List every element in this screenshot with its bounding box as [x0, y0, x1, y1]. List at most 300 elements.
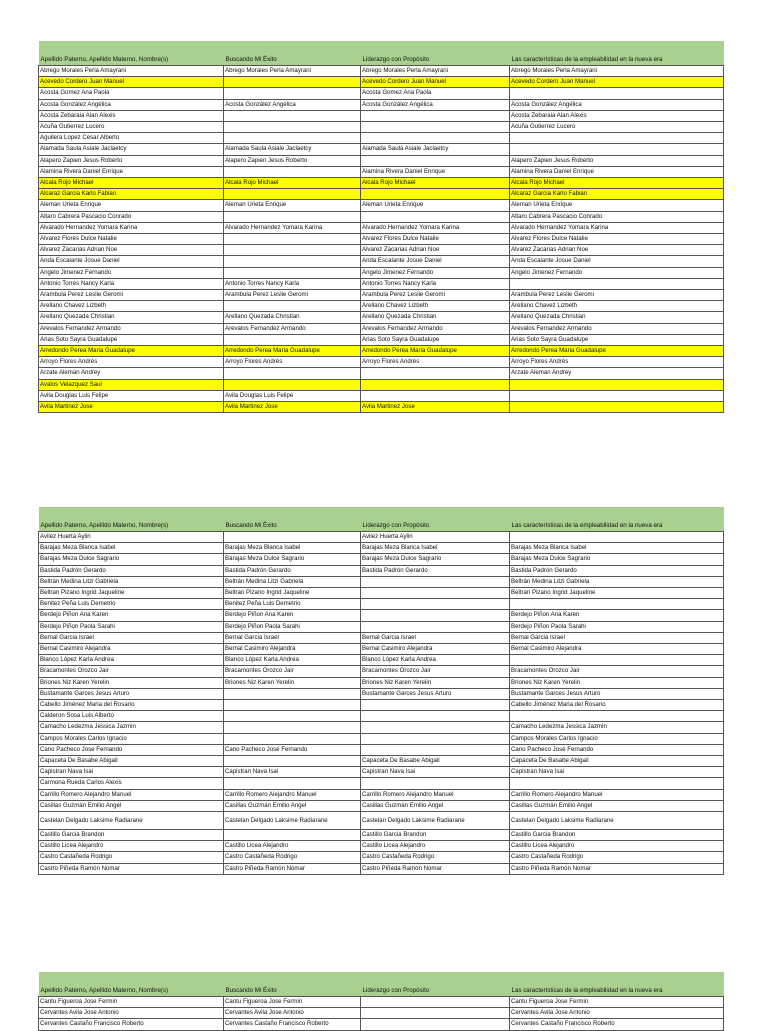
table-cell: Angelo Jimenez Fernando [510, 267, 724, 278]
table-cell: Alamada Saula Asiale Jaclaetcy [224, 144, 361, 155]
table-body [39, 532, 724, 875]
table-cell: Arredondo Perea Maria Guadalupe [510, 346, 724, 357]
table-cell: Angelo Jimenez Fernando [361, 267, 510, 278]
table-row [39, 997, 724, 1008]
table-cell: Arambula Perez Leslie Geromi [39, 290, 224, 301]
table-row [39, 312, 724, 323]
table-cell: Arias Soto Sayra Guadalupe [361, 334, 510, 345]
table-cell: Bracamontes Orozco Jair [510, 666, 724, 677]
table-cell: Acevedo Cordero Juan Manuel [361, 77, 510, 88]
table-cell: Alcala Rojo Michael [510, 178, 724, 189]
table-cell [361, 711, 510, 722]
table-cell: Acevedo Cordero Juan Manuel [39, 77, 224, 88]
table-cell: Capaceta De Basabe Abigail [510, 756, 724, 767]
table-cell [361, 599, 510, 610]
table-row [39, 256, 724, 267]
table-cell: Cervantes Castaño Francisco Roberto [39, 1019, 224, 1030]
table-row [39, 222, 724, 233]
table-cell: Alvarez Flores Dulce Natalie [39, 234, 224, 245]
table-cell: Beltrán Medina Litzi Gabriela [224, 576, 361, 587]
table-cell: Beltrán Medina Litzi Gabriela [510, 576, 724, 587]
header-row [39, 41, 724, 66]
table-cell: Capaceta De Basabe Abigail [361, 756, 510, 767]
table-cell: Berdejo Piñon Ana Karen [39, 610, 224, 621]
table-cell: Camacho Ledezma Jessica Jazmin [39, 722, 224, 733]
table-cell: Alvarez Flores Dulce Natalie [510, 234, 724, 245]
table-cell: Acosta Zebaraia Alan Alexis [39, 110, 224, 121]
header-course-3: Las características de la empleabilidad en la nueva era [510, 972, 724, 997]
table-cell: Avilez Huerta Aylin [39, 532, 224, 543]
attendance-table-3 [38, 972, 724, 1031]
table-cell: Carrillo Romero Alejandro Manuel [224, 789, 361, 800]
table-cell: Alcaraz Garcia Karlo Fabian [39, 189, 224, 200]
table-cell [224, 189, 361, 200]
table-row [39, 666, 724, 677]
table-row [39, 245, 724, 256]
table-cell: Angelo Jimenez Fernando [39, 267, 224, 278]
table-cell [361, 722, 510, 733]
table-cell: Arias Soto Sayra Guadalupe [39, 334, 224, 345]
table-cell: Camacho Ledezma Jessica Jazmin [510, 722, 724, 733]
header-course-1: Buscando Mi Éxito [224, 972, 361, 997]
table-row [39, 532, 724, 543]
table-cell: Abrego Morales Perla Amayrani [361, 66, 510, 77]
table-row [39, 110, 724, 121]
table-row [39, 1008, 724, 1019]
table-cell: Arroyo Flores Andrés [361, 357, 510, 368]
table-row [39, 200, 724, 211]
table-row [39, 655, 724, 666]
table-cell: Castillo Licea Alejandro [39, 841, 224, 852]
attendance-table-2 [38, 507, 724, 875]
table-cell: Anda Escalante Josue Daniel [510, 256, 724, 267]
table-cell: Arias Soto Sayra Guadalupe [510, 334, 724, 345]
table-cell: Acosta González Angélica [39, 99, 224, 110]
table-cell [361, 155, 510, 166]
table-cell: Castelan Delgado Laksime Radiarane [361, 812, 510, 830]
table-row [39, 565, 724, 576]
table-cell: Alamina Rivera Daniel Enrique [510, 166, 724, 177]
table-row [39, 390, 724, 401]
table-cell: Campos Morales Carlos Ignacio [39, 733, 224, 744]
table-cell [361, 379, 510, 390]
table-cell: Arzate Aleman Andrey [510, 368, 724, 379]
table-cell [224, 77, 361, 88]
table-cell: Alvarado Hernandez Yomara Karina [361, 222, 510, 233]
table-cell [510, 711, 724, 722]
table-cell: Acosta Gomez Ana Paola [39, 88, 224, 99]
table-cell: Cervantes Castaño Francisco Roberto [224, 1019, 361, 1030]
table-cell: Bastida Padrón Gerardo [361, 565, 510, 576]
table-row [39, 632, 724, 643]
table-cell: Casillas Guzmán Emilio Angel [510, 800, 724, 811]
table-row [39, 1019, 724, 1030]
table-cell: Arroyo Flores Andrés [510, 357, 724, 368]
table-cell: Carrillo Romero Alejandro Manuel [361, 789, 510, 800]
table-cell: Castro Piñeda Ramón Nomar [361, 863, 510, 874]
table-row [39, 234, 724, 245]
table-cell: Castro Castañeda Rodrigo [361, 852, 510, 863]
table-row [39, 677, 724, 688]
table-cell: Briones Niz Karen Yerelin [510, 677, 724, 688]
table-cell [510, 379, 724, 390]
table-cell: Benitez Peña Luis Demetrio [224, 599, 361, 610]
table-cell: Acosta Gomez Ana Paola [361, 88, 510, 99]
table-cell: Blanco López Karla Andrea [361, 655, 510, 666]
table-cell [224, 211, 361, 222]
table-cell: Carrillo Romero Alejandro Manuel [510, 789, 724, 800]
table-row [39, 402, 724, 413]
table-cell: Beltran Pizano Ingrid Jaqueline [224, 588, 361, 599]
table-row [39, 778, 724, 789]
table-row [39, 576, 724, 587]
table-cell: Alvarez Flores Dulce Natalie [361, 234, 510, 245]
header-name: Apellido Paterno, Apellido Materno, Nombre(s) [39, 41, 224, 66]
table-row [39, 334, 724, 345]
table-cell: Casillas Guzmán Emilio Angel [39, 800, 224, 811]
table-cell: Alamada Saula Asiale Jaclaetcy [361, 144, 510, 155]
table-cell [224, 267, 361, 278]
table-cell [224, 334, 361, 345]
table-cell: Castro Castañeda Rodrigo [510, 852, 724, 863]
table-cell: Alvarado Hernandez Yomara Karina [224, 222, 361, 233]
table-cell [361, 744, 510, 755]
table-cell [224, 234, 361, 245]
table-cell [224, 830, 361, 841]
table-cell: Cano Pacheco José Fernando [224, 744, 361, 755]
table-cell: Arellano Quezada Christian [510, 312, 724, 323]
table-row [39, 88, 724, 99]
table-cell: Calderon Sosa Luis Alberto [39, 711, 224, 722]
table-row [39, 301, 724, 312]
table-cell: Alvarado Hernandez Yomara Karina [39, 222, 224, 233]
table-cell: Castelan Delgado Laksime Radiarane [224, 812, 361, 830]
table-cell: Beltrán Medina Litzi Gabriela [39, 576, 224, 587]
table-row [39, 77, 724, 88]
table-cell: Avila Martinez Jose [361, 402, 510, 413]
table-cell: Alcaraz Garcia Karlo Fabian [510, 189, 724, 200]
table-cell [510, 88, 724, 99]
table-cell [224, 88, 361, 99]
table-cell [361, 576, 510, 587]
table-row [39, 841, 724, 852]
table-cell [510, 144, 724, 155]
table-cell [224, 722, 361, 733]
table-cell: Castillo Garcia Brandon [510, 830, 724, 841]
table-cell: Arroyo Flores Andrés [39, 357, 224, 368]
table-row [39, 267, 724, 278]
table-cell: Avila Martinez Jose [39, 402, 224, 413]
table-row [39, 144, 724, 155]
table-cell: Aleman Urieta Enrique [510, 200, 724, 211]
header-course-3: Las características de la empleabilidad en la nueva era [510, 507, 724, 532]
table-cell: Anda Escalante Josue Daniel [361, 256, 510, 267]
table-cell: Abrego Morales Perla Amayrani [39, 66, 224, 77]
table-cell: Alcala Rojo Michael [39, 178, 224, 189]
table-cell [361, 368, 510, 379]
table-cell: Carrillo Romero Alejandro Manuel [39, 789, 224, 800]
table-row [39, 133, 724, 144]
table-cell [224, 700, 361, 711]
table-row [39, 346, 724, 357]
table-cell [224, 110, 361, 121]
table-cell [510, 532, 724, 543]
table-cell: Cano Pacheco José Fernando [510, 744, 724, 755]
table-cell: Castelan Delgado Laksime Radiarane [39, 812, 224, 830]
table-cell: Castro Castañeda Rodrigo [39, 852, 224, 863]
table-cell: Cantu Figueroa Jose Fermin [510, 997, 724, 1008]
table-cell: Avila Martinez Jose [224, 402, 361, 413]
table-cell: Castelan Delgado Laksime Radiarane [510, 812, 724, 830]
table-cell: Arellano Quezada Christian [361, 312, 510, 323]
table-cell: Blanco López Karla Andrea [224, 655, 361, 666]
table-cell: Avila Douglas Luis Felipe [39, 390, 224, 401]
table-cell: Briones Niz Karen Yerelin [361, 677, 510, 688]
table-cell [224, 532, 361, 543]
table-cell [224, 245, 361, 256]
table-cell: Bernal Casimiro Alejandra [39, 644, 224, 655]
table-cell: Capistran Nava Isai [39, 767, 224, 778]
table-row [39, 122, 724, 133]
table-row [39, 621, 724, 632]
table-cell: Cervantes Avila Jose Antonio [224, 1008, 361, 1019]
table-cell: Cantu Figueroa Jose Fermin [39, 997, 224, 1008]
table-cell: Barajas Meza Dulce Sagrario [361, 554, 510, 565]
table-cell [224, 711, 361, 722]
table-body [39, 997, 724, 1031]
table-cell: Avila Douglas Luis Felipe [224, 390, 361, 401]
table-cell [361, 133, 510, 144]
table-cell: Bracamontes Orozco Jair [39, 666, 224, 677]
table-cell: Acosta González Angélica [510, 99, 724, 110]
table-cell: Alapero Zapien Jesus Roberto [224, 155, 361, 166]
table-row [39, 166, 724, 177]
table-row [39, 379, 724, 390]
table-cell: Altaro Cabrera Pascacio Conrado [39, 211, 224, 222]
table-cell: Aleman Urieta Enrique [39, 200, 224, 211]
table-cell [224, 122, 361, 133]
table-row [39, 767, 724, 778]
table-cell [510, 133, 724, 144]
table-cell: Avilez Huerta Aylin [361, 532, 510, 543]
table-cell [361, 1008, 510, 1019]
table-cell: Arellano Chavez Lizbeth [39, 301, 224, 312]
table-cell [224, 733, 361, 744]
table-cell: Arevalos Fernandez Armando [361, 323, 510, 334]
table-cell: Briones Niz Karen Yerelin [224, 677, 361, 688]
table-cell: Antonio Torres Nancy Karla [39, 278, 224, 289]
table-cell [361, 122, 510, 133]
table-cell: Barajas Meza Blanca Isabel [39, 543, 224, 554]
header-course-2: Liderazgo con Propósito [361, 972, 510, 997]
table-cell: Cabello Jiménez Maria del Rosario [510, 700, 724, 711]
table-row [39, 543, 724, 554]
table-row [39, 700, 724, 711]
table-cell [224, 133, 361, 144]
table-cell: Abrego Morales Perla Amayrani [510, 66, 724, 77]
table-cell [510, 599, 724, 610]
header-course-2: Liderazgo con Propósito [361, 507, 510, 532]
table-cell: Capistran Nava Isai [361, 767, 510, 778]
attendance-table-1 [38, 41, 724, 413]
table-cell: Briones Niz Karen Yerelin [39, 677, 224, 688]
table-cell: Abrego Morales Perla Amayrani [224, 66, 361, 77]
table-cell [361, 610, 510, 621]
table-cell [510, 402, 724, 413]
table-cell: Acosta González Angélica [224, 99, 361, 110]
table-cell: Bustamante Garces Jesus Arturo [510, 688, 724, 699]
table-cell [224, 256, 361, 267]
header-row [39, 972, 724, 997]
table-cell: Aleman Urieta Enrique [361, 200, 510, 211]
table-cell: Castillo Licea Alejandro [224, 841, 361, 852]
table-cell: Castillo Garcia Brandon [39, 830, 224, 841]
table-cell: Arroyo Flores Andrés [224, 357, 361, 368]
table-cell: Berdejo Piñon Paola Sarahi [510, 621, 724, 632]
table-cell [361, 778, 510, 789]
table-cell: Acosta Zebaraia Alan Alexis [510, 110, 724, 121]
table-cell: Campos Morales Carlos Ignacio [510, 733, 724, 744]
table-cell: Acuña Gutierrez Lucero [510, 122, 724, 133]
table-cell: Bracamontes Orozco Jair [361, 666, 510, 677]
table-body [39, 66, 724, 413]
table-cell: Bastida Padrón Gerardo [39, 565, 224, 576]
table-cell [361, 700, 510, 711]
table-row [39, 155, 724, 166]
table-cell [224, 688, 361, 699]
table-cell: Castro Castañeda Rodrigo [224, 852, 361, 863]
header-name: Apellido Paterno, Apellido Materno, Nombre(s) [39, 507, 224, 532]
table-cell: Arevalos Fernandez Armando [224, 323, 361, 334]
sheet-block-3 [38, 972, 723, 1031]
table-row [39, 688, 724, 699]
table-cell: Alapero Zapien Jesus Roberto [39, 155, 224, 166]
table-cell: Alcala Rojo Michael [361, 178, 510, 189]
table-row [39, 99, 724, 110]
table-cell: Arzate Aleman Andrey [39, 368, 224, 379]
table-cell [224, 756, 361, 767]
table-cell: Castro Piñeda Ramón Nomar [224, 863, 361, 874]
table-cell: Castillo Garcia Brandon [361, 830, 510, 841]
table-row [39, 863, 724, 874]
table-cell: Bastida Padrón Gerardo [224, 565, 361, 576]
table-cell: Arevalos Fernandez Armando [39, 323, 224, 334]
table-cell: Casillas Guzmán Emilio Angel [361, 800, 510, 811]
table-cell: Castillo Licea Alejandro [510, 841, 724, 852]
table-cell: Anda Escalante Josue Daniel [39, 256, 224, 267]
table-cell: Alamina Rivera Daniel Enrique [39, 166, 224, 177]
table-cell: Arredondo Perea Maria Guadalupe [224, 346, 361, 357]
table-cell: Arellano Chavez Lizbeth [510, 301, 724, 312]
table-row [39, 733, 724, 744]
table-cell: Castro Piñeda Ramón Nomar [39, 863, 224, 874]
table-cell: Barajas Meza Dulce Sagrario [39, 554, 224, 565]
table-cell: Alvarez Zacarias Adrian Noe [361, 245, 510, 256]
header-course-3: Las características de la empleabilidad en la nueva era [510, 41, 724, 66]
table-row [39, 599, 724, 610]
table-cell [510, 655, 724, 666]
table-cell [361, 997, 510, 1008]
table-row [39, 189, 724, 200]
table-cell: Antonio Torres Nancy Karla [224, 278, 361, 289]
table-row [39, 789, 724, 800]
table-cell: Alamada Saula Asiale Jaclaetcy [39, 144, 224, 155]
table-cell [361, 1019, 510, 1030]
table-cell: Arellano Quezada Christian [39, 312, 224, 323]
table-cell: Beltran Pizano Ingrid Jaqueline [39, 588, 224, 599]
table-row [39, 211, 724, 222]
table-row [39, 278, 724, 289]
table-row [39, 610, 724, 621]
table-row [39, 554, 724, 565]
table-cell [361, 621, 510, 632]
table-row [39, 178, 724, 189]
header-course-1: Buscando Mi Éxito [224, 507, 361, 532]
table-cell: Casillas Guzmán Emilio Angel [224, 800, 361, 811]
table-row [39, 800, 724, 811]
table-cell: Cervantes Castaño Francisco Roberto [510, 1019, 724, 1030]
table-row [39, 357, 724, 368]
table-cell [510, 778, 724, 789]
sheet-block-2 [38, 507, 723, 875]
table-cell: Alamina Rivera Daniel Enrique [361, 166, 510, 177]
table-cell [224, 166, 361, 177]
table-row [39, 756, 724, 767]
table-cell: Arevalos Fernandez Armando [510, 323, 724, 334]
header-name: Apellido Paterno, Apellido Materno, Nombre(s) [39, 972, 224, 997]
sheet-block-1 [38, 41, 723, 413]
table-cell [224, 379, 361, 390]
table-cell [361, 588, 510, 599]
table-cell [510, 390, 724, 401]
table-row [39, 66, 724, 77]
table-row [39, 812, 724, 830]
table-cell: Bernal Garcia Israel [39, 632, 224, 643]
table-cell: Bernal Garcia Israel [224, 632, 361, 643]
table-cell: Antonio Torres Nancy Karla [361, 278, 510, 289]
table-row [39, 588, 724, 599]
table-cell: Alvarez Zacarias Adrian Noe [510, 245, 724, 256]
table-cell: Alvarado Hernandez Yomara Karina [510, 222, 724, 233]
table-cell: Cervantes Avila Jose Antonio [510, 1008, 724, 1019]
table-row [39, 830, 724, 841]
table-row [39, 852, 724, 863]
table-cell: Aguilera Lopez Cesar Alberto [39, 133, 224, 144]
table-cell: Cabello Jiménez Maria del Rosario [39, 700, 224, 711]
table-row [39, 711, 724, 722]
table-cell: Barajas Meza Dulce Sagrario [510, 554, 724, 565]
table-cell [361, 211, 510, 222]
table-cell [361, 189, 510, 200]
table-row [39, 722, 724, 733]
table-cell [224, 368, 361, 379]
table-cell [224, 301, 361, 312]
table-cell: Bustamante Garces Jesus Arturo [39, 688, 224, 699]
header-course-2: Liderazgo con Propósito [361, 41, 510, 66]
table-cell: Alvarez Zacarias Adrian Noe [39, 245, 224, 256]
table-cell: Barajas Meza Blanca Isabel [510, 543, 724, 554]
table-cell: Barajas Meza Blanca Isabel [361, 543, 510, 554]
table-cell: Cantu Figueroa Jose Fermin [224, 997, 361, 1008]
table-cell: Berdejo Piñon Ana Karen [510, 610, 724, 621]
header-course-1: Buscando Mi Éxito [224, 41, 361, 66]
table-cell: Beltran Pizano Ingrid Jaqueline [510, 588, 724, 599]
table-cell: Aleman Urieta Enrique [224, 200, 361, 211]
table-cell: Alapero Zapien Jesus Roberto [510, 155, 724, 166]
table-cell: Acosta González Angélica [361, 99, 510, 110]
table-cell: Arambula Perez Leslie Geromi [224, 290, 361, 301]
table-cell [510, 278, 724, 289]
